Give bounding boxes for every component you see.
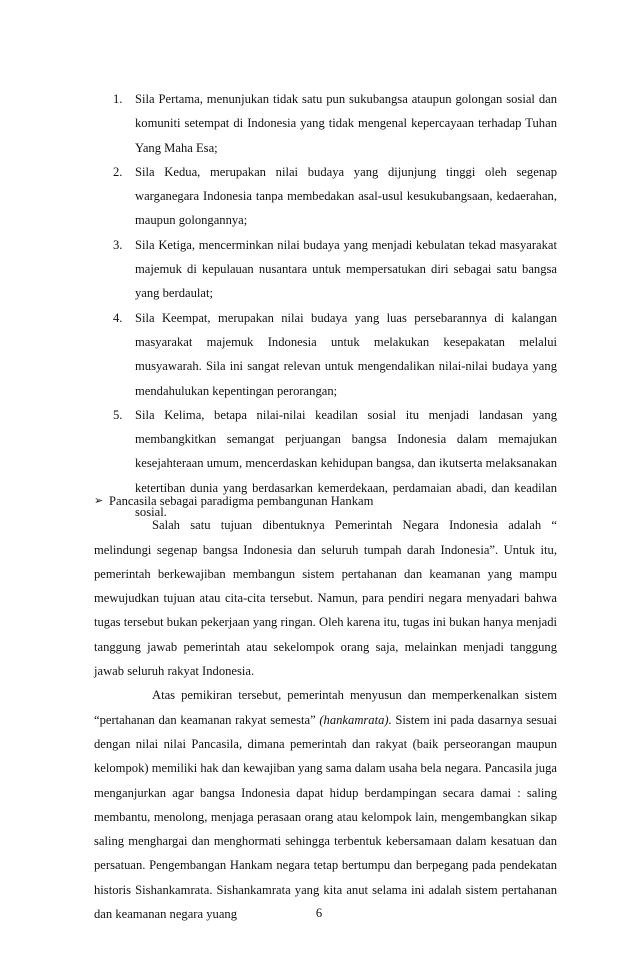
list-item-number: 4. [113,310,123,325]
list-item-text: Sila Kelima, betapa nilai-nilai keadilan sosial itu menjadi landasan yang membangkitkan semangat perjuangan bangsa Indonesia dalam memajukan kesejahteraan umum, mencerdaskan kehidupan bangsa, dan ikutserta melaksanakan ketertiban dunia yang berdasarkan kemerdekaan, perdamaian abadi, dan keadilan sosial. [135,407,557,520]
list-item [113,233,557,306]
list-item-text: Sila Ketiga, mencerminkan nilai budaya yang menjadi kebulatan tekad masyarakat majemuk di kepulauan nusantara untuk mempersatukan diri sebagai satu bangsa yang berdaulat; [135,237,557,301]
body-paragraph-1: Salah satu tujuan dibentuknya Pemerintah Negara Indonesia adalah “ melindungi segenap bangsa Indonesia dan seluruh tumpah darah Indonesia”. Untuk itu, pemerintah berkewajiban membangun sistem pertahanan dan keamanan yang mampu mewujudkan tujuan atau cita-cita tersebut. Namun, para pendiri negara menyadari bahwa tugas tersebut bukan pekerjaan yang ringan. Oleh karena itu, tugas ini bukan hanya menjadi tanggung jawab pemerintah atau sekelompok orang saja, melainkan menjadi tanggung jawab seluruh rakyat Indonesia. [94,518,557,679]
list-item-number: 1. [113,92,123,106]
paragraph-2-text-end: Sistem ini pada dasarnya sesuai dengan nilai nilai Pancasila, dimana pemerintah dan rakyat (baik perseorangan maupun kelompok) memiliki hak dan kewajiban yang sama dalam usaha bela negara. Pancasila juga menganjurkan agar bangsa Indonesia dapat hidup berdampingan secara damai : saling membantu, menolong, menjaga perasaan orang atau kelompok lain, mengembangkan sikap saling menghargai dan menghormati sehingga terbentuk kebersamaan dalam kesatuan dan persatuan. Pengembangan Hankam negara tetap bertumpu dan berpegang pada pendekatan historis Sishankamrata. Sishankamrata yang kita anut selama ini adalah sistem pertahanan dan keamanan negara yuang [94,712,557,922]
list-item-text: Sila Kedua, merupakan nilai budaya yang dijunjung tinggi oleh segenap warganegara Indonesia tanpa membedakan asal-usul kesukubangsaan, kedaerahan, maupun golongannya; [135,164,557,228]
list-item-number: 3. [113,237,123,252]
section-heading [94,489,557,513]
list-item-text: Sila Pertama, menunjukan tidak satu pun sukubangsa ataupun golongan sosial dan komuniti setempat di Indonesia yang tidak mengenal kepercayaan terhadap Tuhan Yang Maha Esa; [135,92,557,155]
sila-numbered-list [113,87,557,524]
paragraph-2-text-start: Atas pemikiran tersebut, pemerintah menyusun dan memperkenalkan sistem “pertahanan dan keamanan rakyat semesta” [94,688,557,727]
body-paragraph-2 [94,683,557,926]
hankam-section [94,489,557,926]
hankamrata-term: (hankamrata). [319,712,392,727]
list-item-number: 2. [113,164,123,179]
list-item [113,160,557,233]
list-item [113,87,557,160]
list-item [113,306,557,403]
section-heading-text: Pancasila sebagai paradigma pembangunan Hankam [109,494,374,508]
arrow-bullet-icon: ➢ [94,495,104,507]
page-number: 6 [315,906,323,920]
list-item-number: 5. [113,407,123,422]
list-item-text: Sila Keempat, merupakan nilai budaya yang luas persebarannya di kalangan masyarakat majemuk Indonesia untuk melakukan kesepakatan melalui musyawarah. Sila ini sangat relevan untuk mengendalikan nilai-nilai budaya yang mendahulukan kepentingan perorangan; [135,310,557,398]
